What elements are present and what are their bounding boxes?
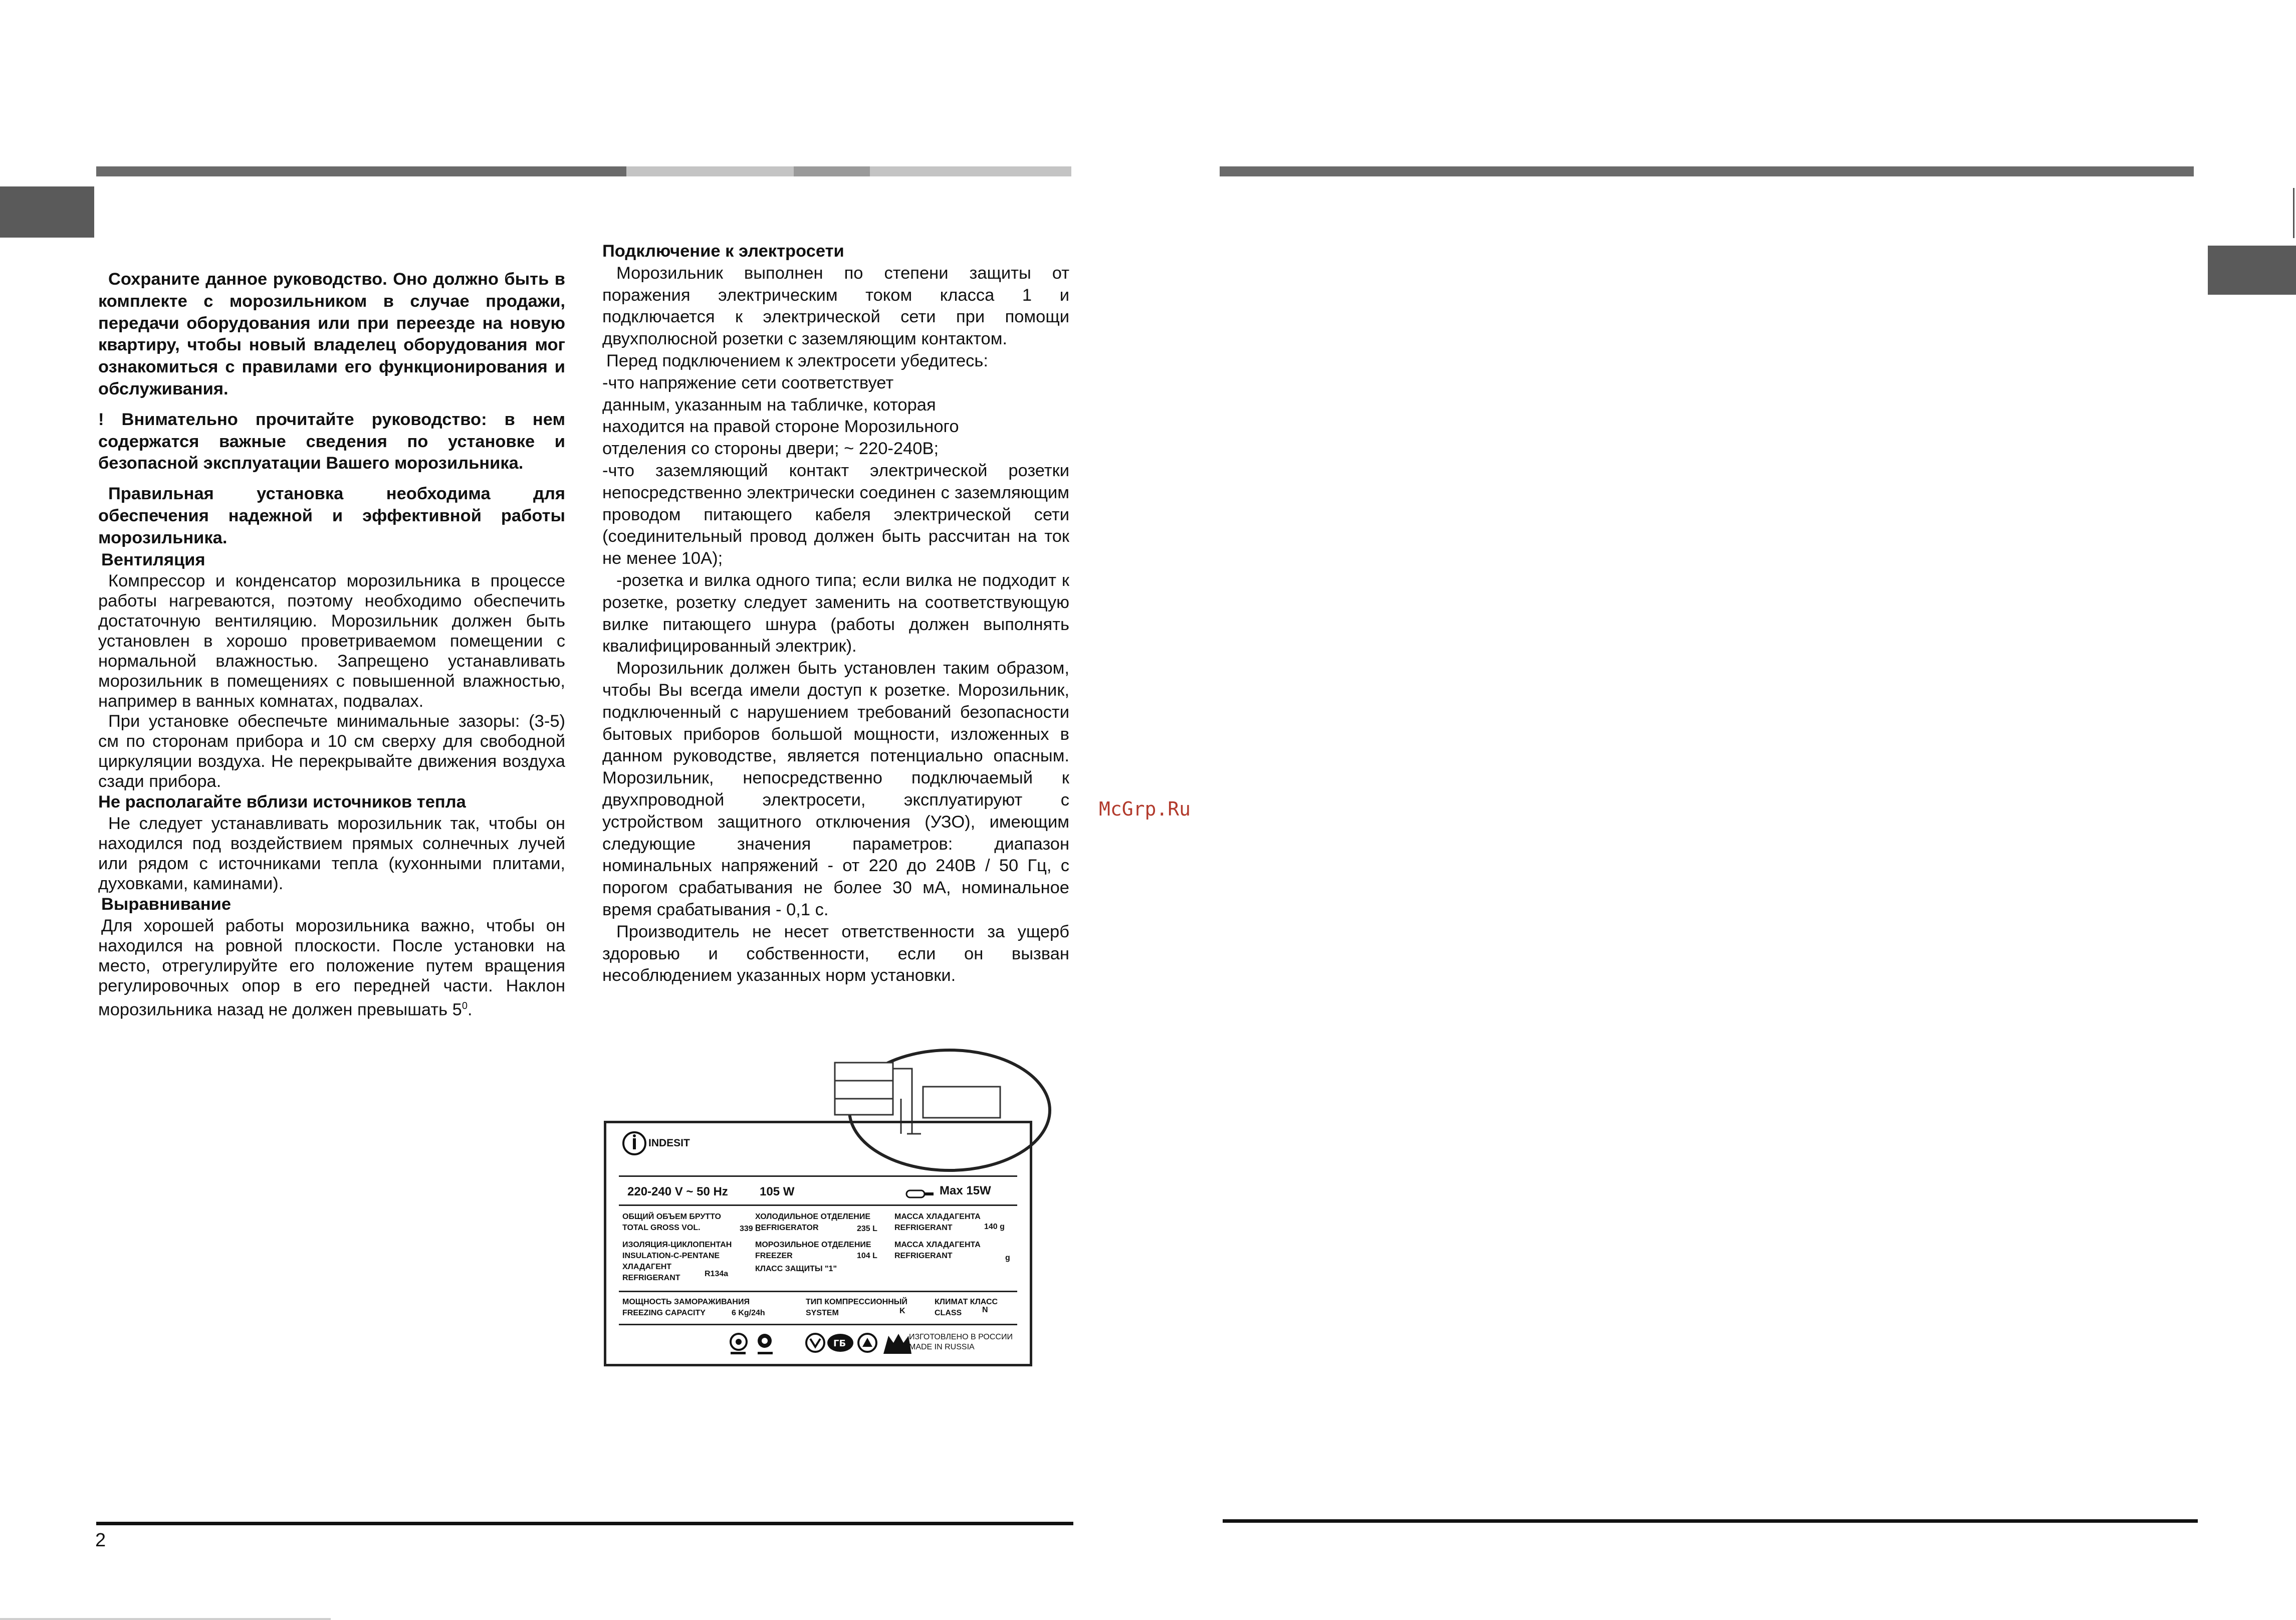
leveling-heading: Выравнивание bbox=[101, 895, 232, 914]
refrig-mass2-value: g bbox=[1005, 1254, 1010, 1262]
page-edge-line bbox=[2293, 188, 2294, 238]
system-en: SYSTEM bbox=[806, 1309, 839, 1317]
freezer-en: FREEZER bbox=[755, 1252, 793, 1260]
leveling-paragraph bbox=[98, 916, 565, 1020]
shelf-top bbox=[835, 1063, 893, 1081]
plate-marker bbox=[923, 1087, 1000, 1118]
check-1-line-b: данным, указанным на табличке, которая bbox=[602, 395, 936, 415]
refrigerant-en: REFRIGERANT bbox=[622, 1274, 680, 1282]
ventilation-paragraph-2: При установке обеспечьте минимальные зазоры: (3-5) см по сторонам прибора и 10 см сверху для свободной циркуляции воздуха. Не перекрывайте движения воздуха сзади прибора. bbox=[98, 712, 565, 791]
leveling-end: . bbox=[468, 1000, 473, 1020]
leveling-text: Для хорошей работы морозильника важно, чтобы он находился на ровной плоскости. После установки на место, отрегулируйте его положение путем вращения регулировочных опор в его передней части. Наклон морозильника назад не должен превышать 5 bbox=[98, 916, 565, 1020]
header-bar-right bbox=[1220, 166, 2194, 176]
footer-rule-right bbox=[1223, 1519, 2198, 1523]
refrig-mass-en: REFRIGERANT bbox=[894, 1224, 953, 1232]
insulation-en: INSULATION-C-PENTANE bbox=[622, 1252, 720, 1260]
made-in-ru: ИЗГОТОВЛЕНО В РОССИИ bbox=[909, 1333, 1013, 1341]
electric-paragraph-1: Морозильник выполнен по степени защиты от поражения электрическим током класса 1 и подключается к электрической сети при помощи двухполюсной розетки с заземляющим контактом. bbox=[602, 263, 1069, 349]
certification-icons-left bbox=[726, 1331, 781, 1356]
gross-vol-en: TOTAL GROSS VOL. bbox=[622, 1224, 701, 1232]
electric-heading: Подключение к электросети bbox=[602, 242, 844, 261]
freezer-value: 104 L bbox=[857, 1252, 877, 1260]
svg-text:ГБ: ГБ bbox=[833, 1338, 846, 1349]
rating-plate bbox=[604, 1121, 1032, 1366]
header-bar-left-light bbox=[626, 166, 794, 176]
refrig-mass2-ru: МАССА ХЛАДАГЕНТА bbox=[894, 1241, 981, 1249]
watermark: McGrp.Ru bbox=[1099, 798, 1191, 820]
lamp-icon bbox=[905, 1188, 936, 1199]
plate-voltage: 220-240 V ~ 50 Hz bbox=[627, 1185, 728, 1198]
check-1-line-d: отделения со стороны двери; ~ 220-240В; bbox=[602, 439, 939, 459]
plate-rule-3 bbox=[619, 1291, 1017, 1292]
insulation-ru: ИЗОЛЯЦИЯ-ЦИКЛОПЕНТАН bbox=[622, 1241, 732, 1249]
intro-paragraph: Сохраните данное руководство. Оно должно быть в комплекте с морозильником в случае продажи, передачи оборудования или при переезде на новую квартиру, чтобы новый владелец оборудования мог ознакомиться с правилами его функционирования и обслуживания. bbox=[98, 270, 565, 398]
install-paragraph: Правильная установка необходима для обеспечения надежной и эффективной работы морозильника. bbox=[98, 484, 565, 547]
refrigerant-value: R134a bbox=[705, 1270, 729, 1278]
electric-paragraph-2: Перед подключением к электросети убедитесь: bbox=[606, 351, 988, 370]
climate-en: CLASS bbox=[935, 1309, 962, 1317]
check-1-line-a: -что напряжение сети соответствует bbox=[602, 373, 894, 392]
refrigerant-ru: ХЛАДАГЕНТ bbox=[622, 1263, 672, 1271]
heat-paragraph: Не следует устанавливать морозильник так, чтобы он находился под воздействием прямых солнечных лучей или рядом с источниками тепла (кухонными плитами, духовками, каминами). bbox=[98, 814, 565, 894]
system-ru: ТИП КОМПРЕССИОННЫЙ bbox=[806, 1298, 907, 1306]
plate-rule-2 bbox=[619, 1204, 1017, 1206]
footer-rule-left bbox=[96, 1522, 1073, 1525]
climate-ru: КЛИМАТ КЛАСС bbox=[935, 1298, 998, 1306]
freezer-ru: МОРОЗИЛЬНОЕ ОТДЕЛЕНИЕ bbox=[755, 1241, 871, 1249]
refrig-mass2-en: REFRIGERANT bbox=[894, 1252, 953, 1260]
header-bar-left-mid bbox=[794, 166, 870, 176]
fridge-ru: ХОЛОДИЛЬНОЕ ОТДЕЛЕНИЕ bbox=[755, 1212, 871, 1221]
system-value: K bbox=[899, 1307, 905, 1315]
certification-icons-right bbox=[804, 1329, 914, 1357]
check-1-line-c: находится на правой стороне Морозильного bbox=[602, 417, 959, 437]
electric-paragraph-4: Производитель не несет ответственности за ущерб здоровью и собственности, если он вызван несоблюдением указанных норм установки. bbox=[602, 922, 1069, 985]
indesit-i-icon bbox=[621, 1130, 647, 1156]
fridge-value: 235 L bbox=[857, 1225, 877, 1233]
electric-paragraph-3: Морозильник должен быть установлен таким образом, чтобы Вы всегда имели доступ к розетке. Морозильник, подключенный с нарушением требований безопасности бытовых приборов большой мощности, изложенных в данном руководстве, является потенциально опасным. Морозильник, непосредственно подключаемый к двухпроводной электросети, эксплуатируют с устройством защитного отключения (УЗО), имеющим следующие значения параметров: диапазон номинальных напряжений - от 220 до 240В / 50 Гц, с порогом срабатывания не более 30 мА, номинальное время срабатывания - 0,1 с. bbox=[602, 659, 1069, 919]
right-column bbox=[602, 241, 1069, 987]
plate-lamp: Max 15W bbox=[940, 1184, 991, 1197]
freezing-cap-en: FREEZING CAPACITY bbox=[622, 1309, 706, 1317]
ventilation-paragraph-1: Компрессор и конденсатор морозильника в процессе работы нагреваются, поэтому необходимо обеспечить достаточную вентиляцию. Морозильник должен быть установлен в хорошо проветриваемом помещении с нормальной влажностью. Запрещено устанавливать морозильник в помещениях с повышенной влажностью, например в ванных комнатах, подвалах. bbox=[98, 571, 565, 711]
degree-sup: 0 bbox=[462, 1000, 468, 1011]
left-column bbox=[98, 269, 565, 1020]
page-bottom-edge bbox=[0, 1618, 331, 1620]
protection-class: КЛАСС ЗАЩИТЫ "1" bbox=[755, 1265, 837, 1273]
section-tab-right bbox=[2208, 246, 2296, 295]
brand-name: INDESIT bbox=[648, 1137, 690, 1149]
gross-vol-value: 339 L bbox=[740, 1225, 760, 1233]
check-2: -что заземляющий контакт электрической розетки непосредственно электрически соединен с заземляющим проводом питающего кабеля электрической сети (соединительный провод должен быть рассчитан на ток не менее 10А); bbox=[602, 461, 1069, 568]
ventilation-heading: Вентиляция bbox=[101, 550, 205, 569]
indesit-logo bbox=[621, 1130, 690, 1156]
plate-rule-1 bbox=[619, 1175, 1017, 1177]
climate-value: N bbox=[982, 1306, 988, 1314]
header-bar-left-light2 bbox=[870, 166, 1071, 176]
gross-vol-ru: ОБЩИЙ ОБЪЕМ БРУТТО bbox=[622, 1212, 721, 1221]
freezing-cap-ru: МОЩНОСТЬ ЗАМОРАЖИВАНИЯ bbox=[622, 1298, 750, 1306]
refrig-mass-ru: МАССА ХЛАДАГЕНТА bbox=[894, 1212, 981, 1221]
made-in-en: MADE IN RUSSIA bbox=[909, 1343, 975, 1351]
refrig-mass-value: 140 g bbox=[984, 1223, 1005, 1231]
check-3: -розетка и вилка одного типа; если вилка не подходит к розетке, розетку следует заменить на соответствующую вилке питающего шнура (работы должен выполнять квалифицированный электрик). bbox=[602, 570, 1069, 656]
warning-paragraph: ! Внимательно прочитайте руководство: в нем содержатся важные сведения по установке и безопасной эксплуатации Вашего морозильника. bbox=[98, 410, 565, 473]
heat-heading: Не располагайте вблизи источников тепла bbox=[98, 792, 466, 812]
plate-power: 105 W bbox=[760, 1185, 795, 1198]
freezing-cap-value: 6 Kg/24h bbox=[732, 1309, 765, 1317]
header-bar-left-dark bbox=[96, 166, 626, 176]
page-number: 2 bbox=[95, 1530, 106, 1551]
shelf-middle bbox=[835, 1081, 893, 1099]
plate-rule-4 bbox=[619, 1324, 1017, 1325]
shelf-bottom bbox=[835, 1099, 893, 1115]
section-tab-left bbox=[0, 186, 94, 238]
fridge-en: REFRIGERATOR bbox=[755, 1224, 819, 1232]
